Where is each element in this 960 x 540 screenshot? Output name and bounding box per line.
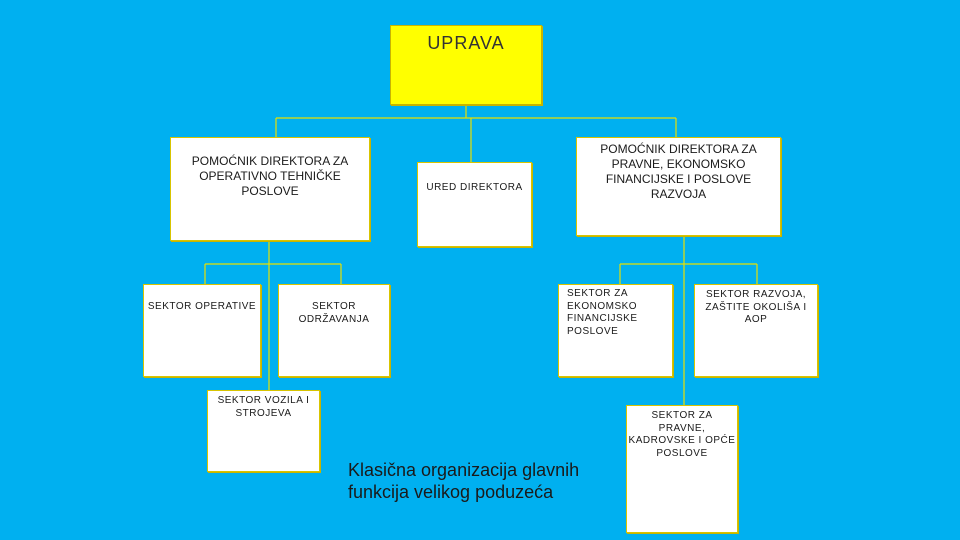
sector-finance-label: SEKTOR ZA EKONOMSKO FINANCIJSKE POSLOVE bbox=[567, 288, 638, 337]
sector-finance-box bbox=[558, 284, 673, 377]
sector-development-label: SEKTOR RAZVOJA, ZAŠTITE OKOLIŠA I AOP bbox=[705, 289, 807, 325]
sector-operations-label: SEKTOR OPERATIVE bbox=[147, 301, 257, 312]
sector-legal-hr-label: SEKTOR ZA PRAVNE, KADROVSKE I OPĆE POSLOVE bbox=[628, 410, 736, 459]
slide-caption: Klasična organizacija glavnih funkcija velikog poduzeća bbox=[348, 460, 580, 502]
director-office-label: URED DIREKTORA bbox=[426, 182, 523, 193]
sector-vehicles-label: SEKTOR VOZILA I STROJEVA bbox=[217, 395, 310, 419]
sector-maintenance-label: SEKTOR ODRŽAVANJA bbox=[298, 301, 370, 325]
sector-maintenance-box bbox=[278, 284, 390, 377]
asst-director-technical-box bbox=[170, 137, 370, 241]
sector-legal-hr-box bbox=[626, 405, 738, 533]
asst-director-legal-label: POMOĆNIK DIREKTORA ZA PRAVNE, EKONOMSKO FINANCIJSKE I POSLOVE RAZVOJA bbox=[600, 142, 757, 201]
sector-vehicles-box bbox=[207, 390, 320, 472]
sector-development-box bbox=[694, 284, 818, 377]
asst-director-legal-box bbox=[576, 137, 781, 236]
asst-director-technical-label: POMOĆNIK DIREKTORA ZA OPERATIVNO TEHNIČKE POSLOVE bbox=[191, 154, 349, 198]
uprava-label: UPRAVA bbox=[427, 33, 505, 53]
sector-operations-box bbox=[143, 284, 261, 377]
director-office-box bbox=[417, 162, 532, 247]
uprava-box bbox=[390, 25, 542, 105]
